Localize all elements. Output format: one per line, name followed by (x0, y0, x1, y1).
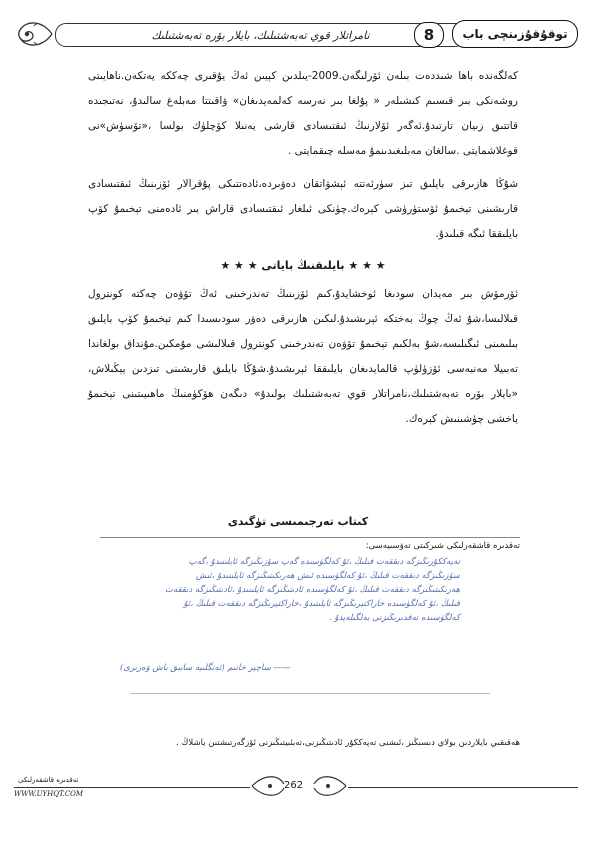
footer-publisher: تەقدىرە قاشقەرلىكى (18, 776, 79, 784)
chapter-title: توقۇقۇزىنچى باب (452, 20, 578, 48)
ornament-icon (12, 18, 56, 50)
page-badge: 8 (414, 22, 444, 48)
page-number: 262 (284, 780, 304, 791)
running-title: نامراتلار قوي تەبەشتىلىك، بايلار بۆرە تەبەشتىلىك (55, 23, 466, 47)
body-text (88, 64, 518, 432)
note-title: تەقدىرە قاشقەرلىكى شىركىتى تەۋسىيەسى: (365, 541, 520, 551)
divider (130, 693, 490, 694)
quote-line: كەلگۈسىدە تەقدىرىڭىزنى بەلگىلەيدۇ . (328, 613, 460, 623)
divider (100, 537, 520, 538)
quote-line: تەپەككۇرىڭىزگە دىققەت قىلىڭ ،ئۇ كەلگۈسىدە گەپ سۆزىڭىزگە ئايلىنىدۇ ،گەپ (188, 557, 460, 567)
section-heading: ★ ★ ★ بايلىقنىڭ باياتى ★ ★ ★ (220, 259, 386, 272)
quote-line: سۆزىڭىزگە دىققەت قىلىڭ ،ئۇ كەلگۈسىدە ئىش ھەرىكىتىڭىزگە ئايلىنىدۇ ،ئىش (195, 571, 460, 581)
footer-rule (14, 787, 250, 788)
quote-line: ھەرىكىتىڭىزگە دىققەت قىلىڭ ،ئۇ كەلگۈسىدە ئادىتىڭىزگە ئايلىنىدۇ ،ئادىتىڭىزگە دىققەت (165, 585, 460, 595)
footnote: ھەقىقىي بايلاردىن بولاي دىسىڭىز ،ئىشنى تەپەككۇر ئادىتىڭىزنى،تەبئىيتىڭىزنى ئۆزگەرتىشتىن باشلاڭ . (176, 738, 520, 748)
book-end-line: كىتاب تەرجىمىسى تۈگىدى (227, 515, 369, 528)
quote-signature: —— ساچېر خانىم (ئەنگلىيە سابىق باش ۋەزىرى) (120, 663, 291, 673)
footer-rule (348, 787, 578, 788)
quote-line: قىلىڭ ،ئۇ كەلگۈسىدە خاراكتېرىڭىزگە ئايلىنىدۇ ،خاراكتېرىڭىزگە دىققەت قىلىڭ ،ئۇ (183, 599, 460, 609)
page-header (0, 18, 596, 50)
quote-block (130, 555, 460, 625)
paragraph: كەلگەندە باھا شىددەت بىلەن ئۆرلىگەن.2009-يىلدىن كېيىن ئەڭ يۇقىرى چەككە يەتكەن.ناھايىتى روشەنكى بىر قىسىم كىشىلەر « پۇلغا بىر نەرسە كەلمەيدىغان» ۋاقىتتا مەبلەغ سالىدۇ، نەتىجىدە قاتتىق زىيان تارتىدۇ.ئەگەر ئۆلارنىڭ ئىقتىسادى قارشى يەنىلا كۆچلۈك بولسا ،«تۆسۈش»نى قوغلاشمايتى .سالغان مەبلىغىدىنمۇ مەسلە چىقمايتى . (88, 70, 518, 157)
footer-url: WWW.UYHQT.COM (14, 790, 84, 798)
paragraph: ئۆرمۆش بىر مەيدان سودىغا ئوخشايدۇ،كىم ئۆزىنىڭ تەندرخىنى ئەڭ تۆۋەن چەكتە كونترول قىلالىسا،شۇ ئەڭ چوڭ بەختكە ئېرىشىدۇ.لىكىن ھازىرقى دەۋر سودىسىدا كىم تېخىمۇ كۆپ بايلىق بىلىمىنى ئىگىلىسە،شۇ بەلكىم تېخىمۇ تۆۋەن تەندرخىنى كونترول قىلالىشى مۇمكىن.مۇنداق بولغاندا تەبىيلا مەنبەسى ئۆزۈلۈپ قالمايدىغان بايلىققا ئېرىشىدۇ.شۇڭا بايلىق قارىشىنى تىزدىن يېڭىلاش، «بايلار بۆرە تەبەشتىلىك،نامراتلار قوي تەبەشتىلىك بولىدۇ» دىگەن ھۆكۈمنىڭ ماھىيىتىنى تېخىمۇ ياخشى چۈشىنىش كېرەك. (88, 288, 518, 425)
paragraph: شۇڭا ھازىرقى بايلىق تىز سۈرئەتتە ئېشۋاتقان دەۋىردە،ئادەتتىكى پۇقرالار ئۆزىنىڭ ئىقتىسادى قارىشىنى تېخىمۇ ئۆستۈرۈشى كېرەك.چۈنكى ئىلغار ئىقتىسادى قاراش بىر ئادەمنى تېخىمۇ كۆپ بايلىققا ئىگە قىلىدۇ. (88, 178, 518, 240)
